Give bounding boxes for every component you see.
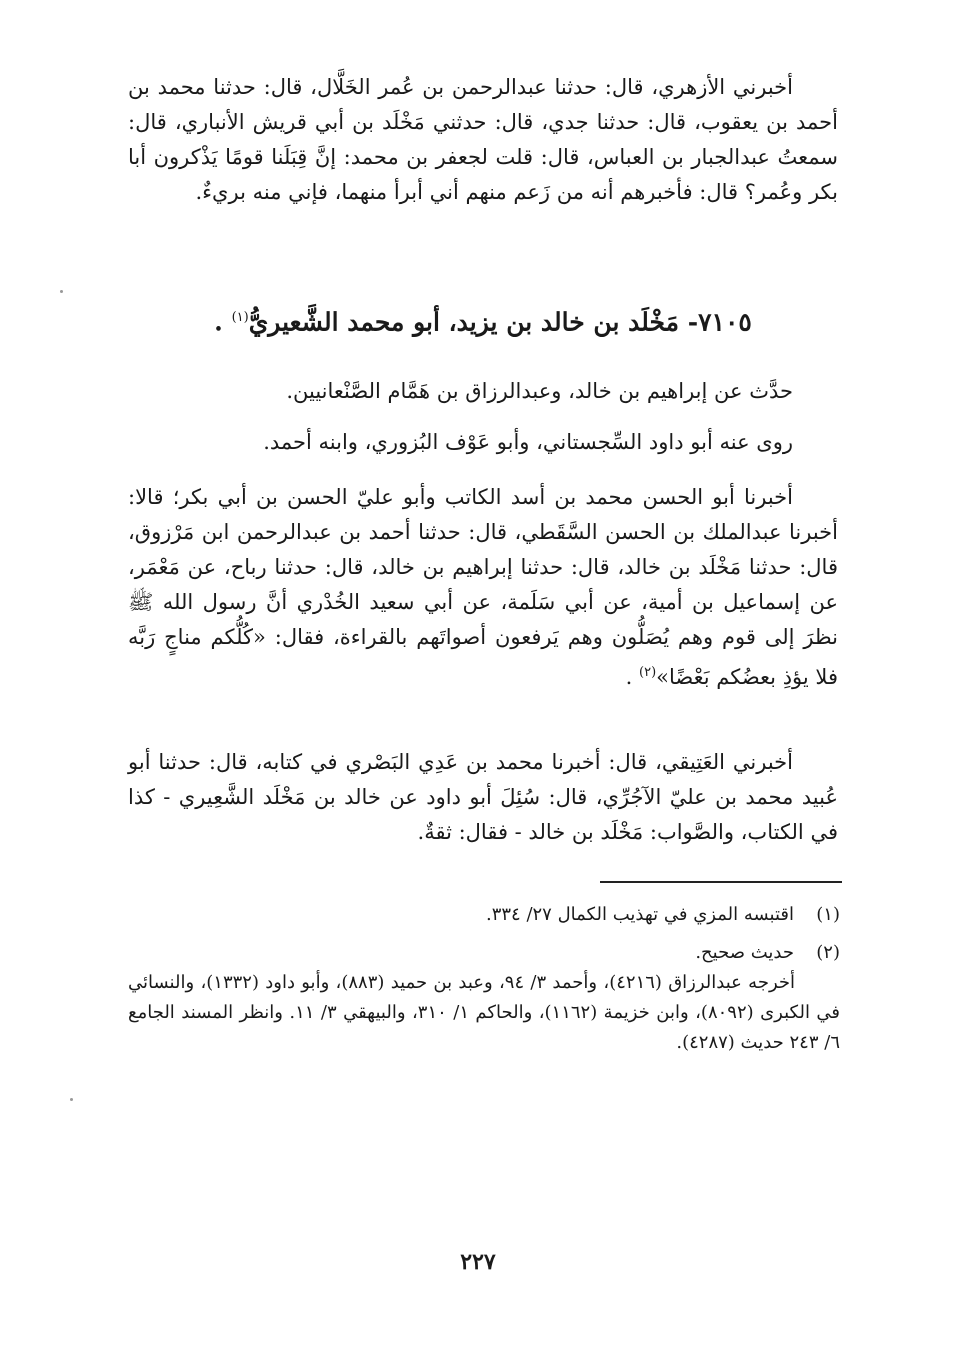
scan-speck <box>60 290 63 293</box>
footnote-1-number: (١) <box>816 904 840 925</box>
paragraph-3-text: روى عنه أبو داود السِّجستاني، وأبو عَوْف البُزوري، وابنه أحمد. <box>263 430 793 454</box>
page-number: ٢٢٧ <box>460 1249 496 1275</box>
footnote-ref-1: (١) <box>231 310 249 325</box>
footnote-2-text: حديث صحيح. <box>695 942 794 963</box>
entry-heading-text: ٧١٠٥- مَخْلَد بن خالد بن يزيد، أبو محمد الشَّعيريُّ <box>248 307 752 337</box>
footnote-2-body <box>128 968 840 1058</box>
paragraph-4-body <box>128 480 838 695</box>
scan-speck <box>70 1098 73 1101</box>
paragraph-teachers <box>128 374 838 409</box>
entry-heading <box>128 296 838 344</box>
footnote-1-text: اقتبسه المزي في تهذيب الكمال ٢٧/ ٣٣٤. <box>485 904 794 925</box>
paragraph-5-text: أخبرني العَتِيقي، قال: أخبرنا محمد بن عَدِي البَصْري في كتابه، قال: حدثنا أبو عُبيد محمد بن عليّ الآجُرِّي، قال: سُئِلَ أبو داود عن خالد بن مَخْلَد الشَّعِيري - كذا في الكتاب، والصَّواب: مَخْلَد بن خالد - فقال: ثقةٌ. <box>128 750 838 844</box>
footnote-2-number: (٢) <box>816 942 840 963</box>
footnote-2-body-text: أخرجه عبدالرزاق (٤٢١٦)، وأحمد ٣/ ٩٤، وعبد بن حميد (٨٨٣)، وأبو داود (١٣٣٢)، والنسائي في الكبرى (٨٠٩٢)، وابن خزيمة (١١٦٢)، والحاكم ١/ ٣١٠، والبيهقي ٣/ ١١. وانظر المسند الجامع ٦/ ٢٤٣ حديث (٤٢٨٧). <box>128 972 841 1053</box>
footnote-separator <box>600 881 842 883</box>
footnote-1 <box>128 900 840 930</box>
paragraph-1-text: أخبرني الأزهري، قال: حدثنا عبدالرحمن بن عُمر الخَلَّال، قال: حدثنا محمد بن أحمد بن يعقوب، قال: حدثنا جدي، قال: حدثني مَخْلَد بن أبي قريش الأنباري، قال: سمعتُ عبدالجبار بن العباس، قال: قلت لجعفر بن محمد: إنَّ قِبَلَنا قومًا يَذْكرون أبا بكر وعُمر؟ قال: فأخبرهم أنه من زَعم منهم أني أبرأ منهما، فإني منه بريءٌ. <box>128 75 838 204</box>
paragraph-isnad-2 <box>128 745 838 850</box>
paragraph-2-text: حدَّث عن إبراهيم بن خالد، وعبدالرزاق بن هَمَّام الصَّنْعانيين. <box>286 379 793 403</box>
paragraph-students <box>128 425 838 460</box>
footnote-2 <box>128 938 840 968</box>
paragraph-4-end: . <box>625 665 633 689</box>
paragraph-isnad-1 <box>128 70 838 210</box>
footnote-ref-2: (٢) <box>639 665 657 680</box>
paragraph-hadith <box>128 480 838 695</box>
entry-heading-end: . <box>214 307 223 337</box>
paragraph-4-text: أخبرنا أبو الحسن محمد بن أسد الكاتب وأبو عليّ الحسن بن أبي بكر؛ قالا: أخبرنا عبدالملك بن الحسن السَّقَطي، قال: حدثنا أحمد بن عبدالرحمن ابن مَرْزوق، قال: حدثنا مَخْلَد بن خالد، قال: حدثنا إبراهيم بن خالد، قال: حدثنا رباح، عن مَعْمَر، عن إسماعيل بن أمية، عن أبي سَلَمة، عن أبي سعيد الخُدْري أنَّ رسول الله ﷺ نظرَ إلى قوم وهم يُصَلُّون وهم يَرفعون أصواتَهم بالقراءة، فقال: «كُلُّكم مناجٍ رَبَّه فلا يؤذِ بعضُكم بَعْضًا» <box>128 485 838 689</box>
